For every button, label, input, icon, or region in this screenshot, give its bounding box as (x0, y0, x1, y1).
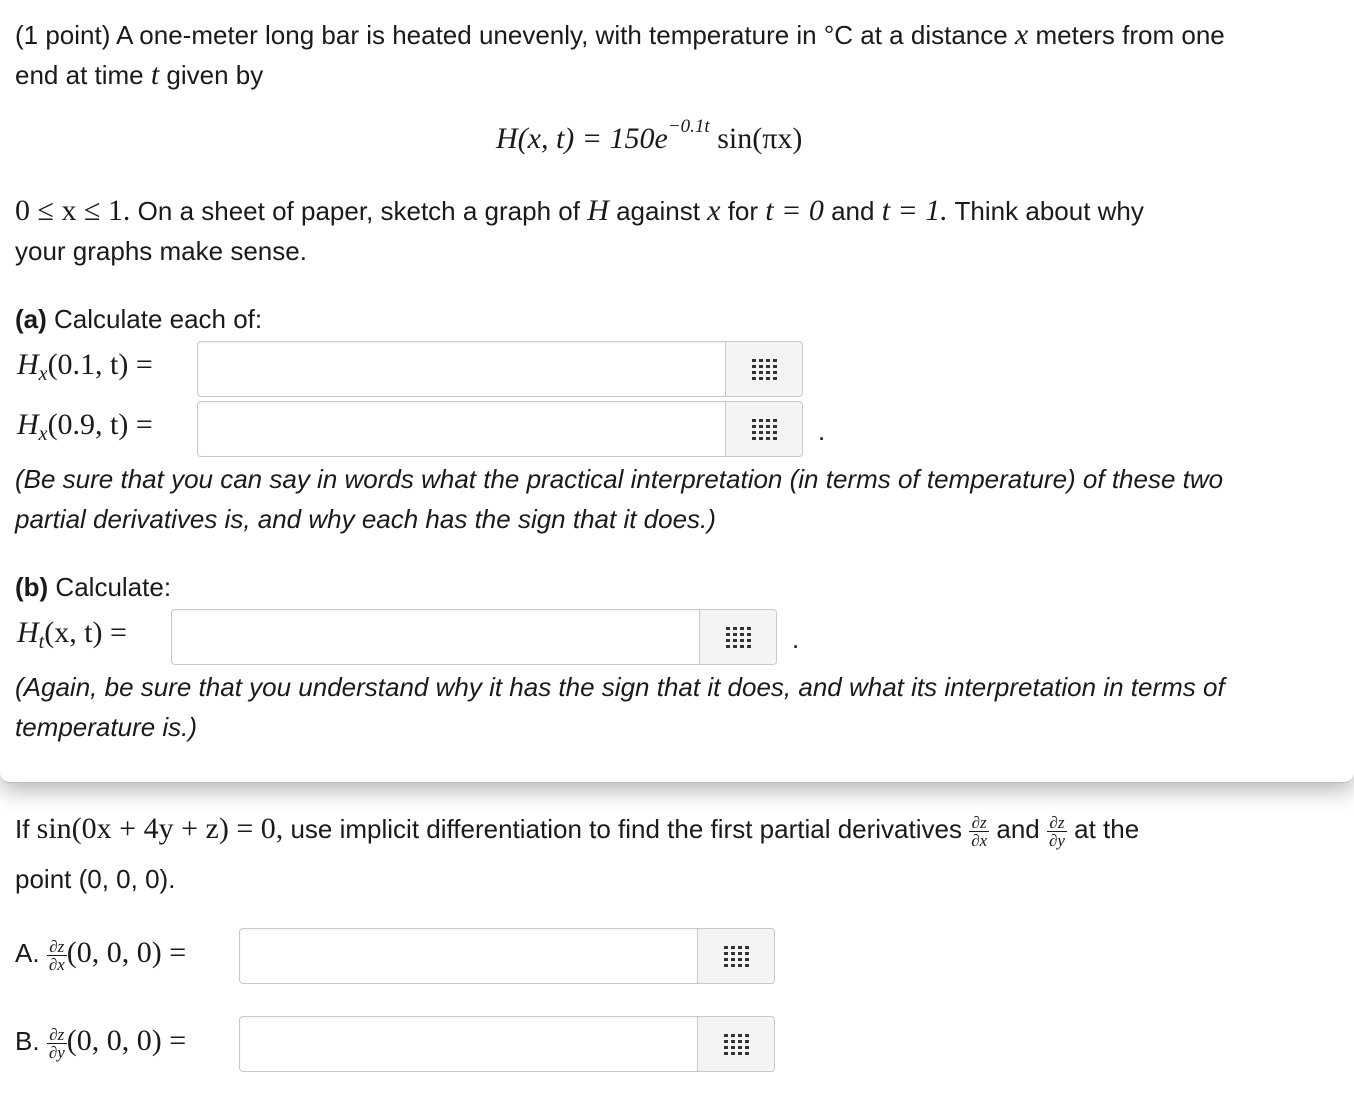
part-b-note-line-1: (Again, be sure that you understand why it has the sign that it does, and what its interpretation in terms of (15, 672, 1225, 702)
ht-answer-input[interactable] (172, 610, 700, 664)
part-a-note-line-1: (Be sure that you can say in words what the practical interpretation (in terms of temperature) of these two (15, 464, 1224, 494)
grid-icon (726, 627, 750, 647)
answer-b-label: B. $\frac{\partial z}{\partial y}$ (0, 0, 0) = (15, 1024, 187, 1062)
problem-1-intro-line-1: (1 point) A one-meter long bar is heated unevenly, with temperature in °C at a distance x meters from one (15, 18, 1225, 51)
problem-2-statement-line-1: If sin(0x + 4y + z) = 0, use implicit differentiation to find the first partial derivatives $\frac{\partial z}{\partial x}$ and $\frac{\partial z}{\partial y}$ at the (15, 812, 1140, 850)
grid-icon (724, 1034, 748, 1054)
grid-icon (724, 946, 748, 966)
part-b-heading: (b) Calculate: (15, 572, 172, 602)
ht-equation-editor-button[interactable] (699, 610, 776, 664)
hx-01-answer-input[interactable] (198, 342, 726, 396)
hx-01-label: $H_x(0.1$, t) = (17, 348, 153, 386)
problem-1-intro-line-2: end at time t given by (15, 58, 264, 91)
domain-statement-line-1: 0 ≤ x ≤ 1. On a sheet of paper, sketch a graph of H against x for t = 0 and t = 1. Think about why (15, 194, 1144, 227)
grid-icon (752, 359, 776, 379)
hx-01-answer-field (197, 341, 803, 397)
hx-09-period: . (818, 416, 826, 446)
dz-dx-fraction: $\frac{\partial z}{\partial x}$ (971, 812, 988, 850)
part-b-note-line-2: temperature is.) (15, 712, 198, 742)
answer-a-field (239, 928, 775, 984)
domain-statement-line-2: your graphs make sense. (15, 236, 307, 266)
ht-label: $H_t(x$, t) = (17, 616, 127, 654)
hx-09-equation-editor-button[interactable] (725, 402, 802, 456)
answer-b-equation-editor-button[interactable] (697, 1017, 774, 1071)
dz-dy-fraction: $\frac{\partial z}{\partial y}$ (1048, 812, 1065, 850)
part-a-note-line-2: partial derivatives is, and why each has the sign that it does.) (15, 504, 716, 534)
answer-a-equation-editor-button[interactable] (697, 929, 774, 983)
hx-01-equation-editor-button[interactable] (725, 342, 802, 396)
ht-period: . (792, 624, 800, 654)
hx-09-answer-field (197, 401, 803, 457)
answer-a-input[interactable] (240, 929, 698, 983)
ht-answer-field (171, 609, 777, 665)
answer-b-input[interactable] (240, 1017, 698, 1071)
problem-2-section (0, 782, 1354, 1104)
temperature-formula: H(x, $t) = 150e^{-0.1t}$ sin(πx) (496, 116, 803, 155)
hx-09-answer-input[interactable] (198, 402, 726, 456)
problem-2-statement-line-2: point (0, 0, 0). (15, 864, 176, 894)
grid-icon (752, 419, 776, 439)
hx-09-label: $H_x(0.9$, t) = (17, 408, 153, 446)
answer-a-label: A. $\frac{\partial z}{\partial x}$ (0, 0, 0) = (15, 936, 187, 974)
part-a-heading: (a) Calculate each of: (15, 304, 263, 334)
answer-b-field (239, 1016, 775, 1072)
